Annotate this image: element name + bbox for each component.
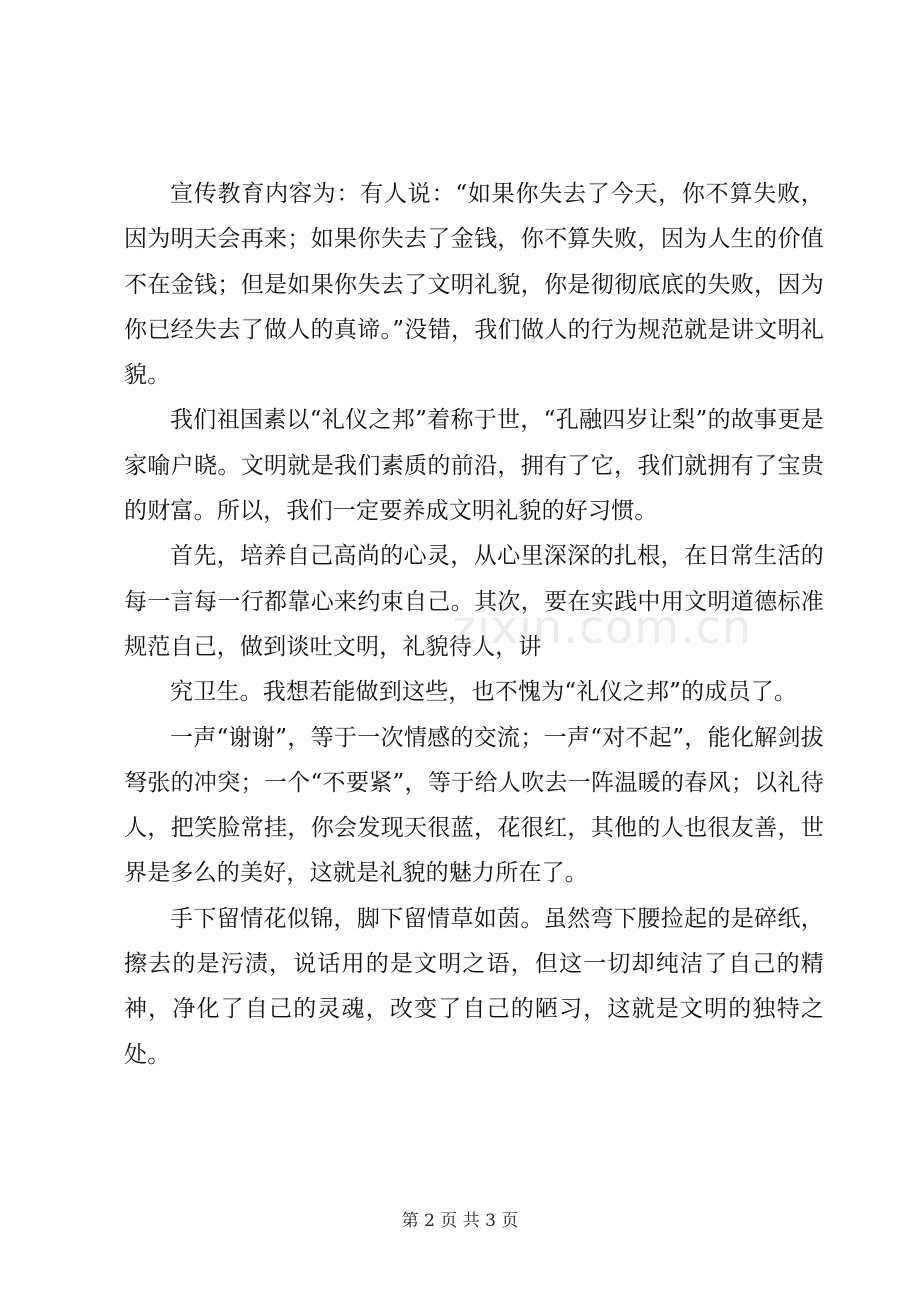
paragraph-4: 究卫生。我想若能做到这些，也不愧为“礼仪之邦”的成员了。 — [170, 679, 798, 706]
page-footer: 第 2 页 共 3 页 — [401, 1211, 519, 1231]
watermark: zixin.com.cn — [452, 600, 753, 654]
paragraph-2: 我们祖国素以“礼仪之邦”着称于世，“孔融四岁让梨”的故事更是家喻户晓。文明就是我们素质的前沿，拥有了它，我们就拥有了宝贵的财富。所以，我们一定要养成文明礼貌的好习惯。 — [124, 407, 824, 525]
paragraph-5: 一声“谢谢”，等于一次情感的交流；一声“对不起”，能化解剑拔弩张的冲突；一个“不要紧”，等于给人吹去一阵温暖的春风；以礼待人，把笑脸常挂，你会发现天很蓝，花很红，其他的人也很友善，世界是多么的美好，这就是礼貌的魅力所在了。 — [124, 724, 824, 887]
paragraph-3: 首先，培养自己高尚的心灵，从心里深深的扎根，在日常生活的每一言每一行都靠心来约束自己。其次，要在实践中用文明道德标准规范自己，做到谈吐文明，礼貌待人，讲 — [124, 543, 824, 660]
paragraph-6: 手下留情花似锦，脚下留情草如茵。虽然弯下腰捡起的是碎纸，擦去的是污渍，说话用的是文明之语，但这一切却纯洁了自己的精神，净化了自己的灵魂，改变了自己的陋习，这就是文明的独特之处。 — [124, 905, 824, 1068]
paragraph-1: 宣传教育内容为：有人说：“如果你失去了今天，你不算失败，因为明天会再来；如果你失去了金钱，你不算失败，因为人生的价值不在金钱；但是如果你失去了文明礼貌，你是彻彻底底的失败，因为你已经失去了做人的真谛。”没错，我们做人的行为规范就是讲文明礼貌。 — [124, 181, 824, 389]
document-body — [124, 172, 824, 1078]
